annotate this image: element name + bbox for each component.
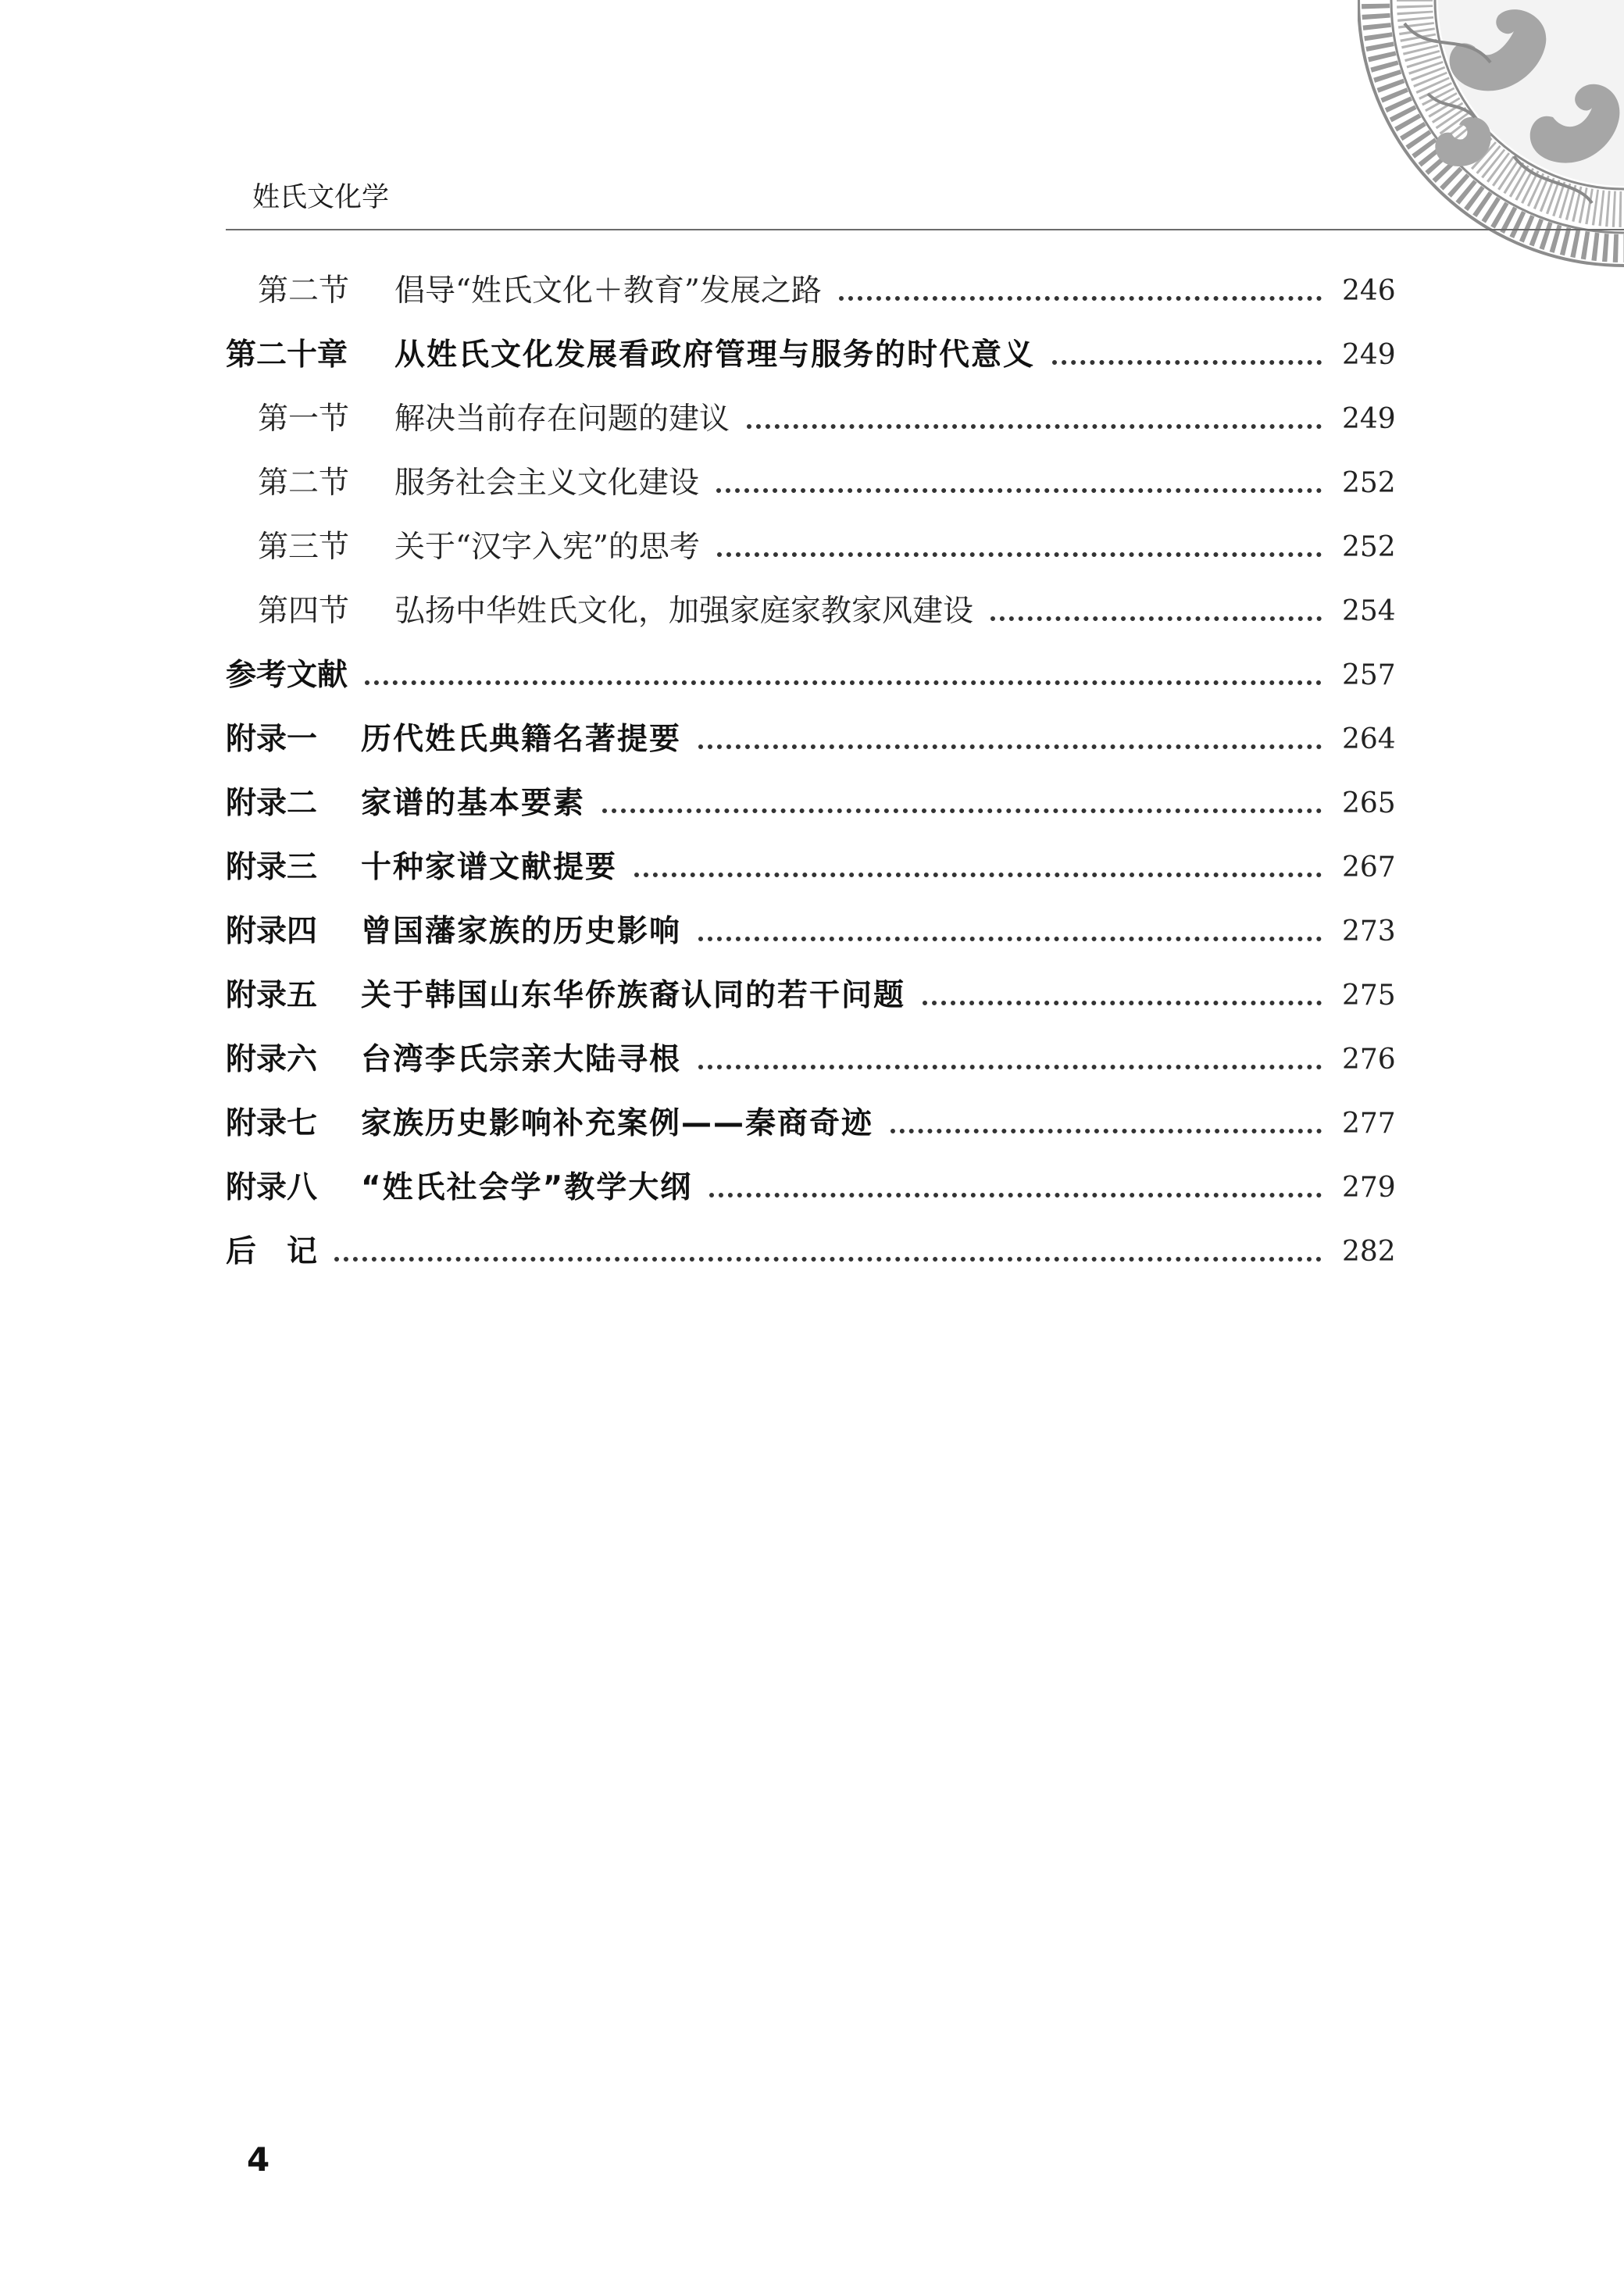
cloud-scroll-ornament-icon [1358, 0, 1624, 275]
toc-entry[interactable] [0, 716, 1624, 763]
toc-entry-page-number: 267 [1342, 851, 1396, 883]
toc-entry-title: 十种家谱文献提要 [361, 850, 618, 885]
toc-entry-title: 家谱的基本要素 [361, 786, 586, 821]
toc-entry-title: 解决当前存在问题的建议 [394, 402, 730, 437]
header-divider [226, 229, 1624, 230]
toc-entry-label: 附录五 [226, 978, 318, 1013]
toc-entry-title: 倡导“姓氏文化＋教育”发展之路 [394, 273, 822, 309]
toc-entry[interactable] [0, 908, 1624, 955]
toc-dot-leader [709, 1193, 1322, 1197]
toc-entry-title: 历代姓氏典籍名著提要 [361, 722, 682, 757]
toc-entry[interactable] [0, 332, 1624, 379]
toc-entry-page-number: 276 [1342, 1044, 1396, 1076]
toc-dot-leader [717, 552, 1322, 557]
toc-entry-title: “姓氏社会学”教学大纲 [361, 1170, 693, 1205]
toc-entry-label: 后 记 [226, 1234, 318, 1269]
toc-dot-leader [891, 1129, 1322, 1133]
page-number: 4 [247, 2140, 270, 2179]
toc-dot-leader [334, 1257, 1322, 1262]
toc-entry-page-number: 257 [1342, 659, 1396, 691]
toc-entry[interactable] [0, 588, 1624, 635]
toc-entry-label: 第二十章 [226, 337, 348, 373]
toc-entry-page-number: 249 [1342, 403, 1396, 435]
toc-entry-label: 第二节 [258, 466, 350, 501]
toc-dot-leader [365, 680, 1322, 685]
toc-entry[interactable] [0, 460, 1624, 507]
toc-entry[interactable] [0, 973, 1624, 1019]
running-header-title: 姓氏文化学 [252, 182, 390, 213]
toc-entry[interactable] [0, 1229, 1624, 1276]
toc-dot-leader [634, 873, 1322, 877]
toc-entry-title: 曾国藩家族的历史影响 [361, 914, 682, 949]
toc-entry-page-number: 249 [1342, 339, 1396, 371]
toc-entry-page-number: 273 [1342, 915, 1396, 948]
toc-entry-label: 附录三 [226, 850, 318, 885]
toc-entry-page-number: 265 [1342, 787, 1396, 819]
toc-entry-label: 附录四 [226, 914, 318, 949]
toc-entry[interactable] [0, 524, 1624, 571]
toc-entry-label: 附录八 [226, 1170, 318, 1205]
toc-entry-page-number: 254 [1342, 595, 1396, 627]
toc-entry-label: 第四节 [258, 594, 350, 629]
toc-entry[interactable] [0, 844, 1624, 891]
toc-dot-leader [1052, 360, 1322, 365]
toc-entry-label: 附录六 [226, 1042, 318, 1077]
toc-entry-title: 从姓氏文化发展看政府管理与服务的时代意义 [394, 337, 1036, 373]
toc-entry-title: 弘扬中华姓氏文化，加强家庭家教家风建设 [394, 594, 974, 629]
toc-entry-label: 参考文献 [226, 658, 348, 693]
toc-entry-page-number: 246 [1342, 275, 1396, 307]
toc-entry-label: 附录二 [226, 786, 318, 821]
toc-dot-leader [990, 616, 1322, 621]
toc-dot-leader [602, 808, 1322, 813]
toc-entry[interactable] [0, 268, 1624, 315]
toc-entry-label: 附录七 [226, 1106, 318, 1141]
toc-dot-leader [698, 1065, 1322, 1069]
toc-entry[interactable] [0, 652, 1624, 699]
toc-entry-title: 服务社会主义文化建设 [394, 466, 700, 501]
toc-entry[interactable] [0, 1165, 1624, 1212]
toc-dot-leader [923, 1001, 1322, 1005]
toc-entry-page-number: 277 [1342, 1108, 1396, 1140]
toc-dot-leader [698, 744, 1322, 749]
toc-entry-page-number: 252 [1342, 467, 1396, 499]
toc-entry-page-number: 252 [1342, 531, 1396, 563]
toc-dot-leader [747, 424, 1322, 429]
toc-entry-label: 第二节 [258, 273, 350, 309]
toc-dot-leader [716, 488, 1322, 493]
toc-entry-title: 家族历史影响补充案例——秦商奇迹 [361, 1106, 874, 1141]
toc-entry[interactable] [0, 1037, 1624, 1083]
toc-dot-leader [698, 937, 1322, 941]
toc-entry-title: 台湾李氏宗亲大陆寻根 [361, 1042, 682, 1077]
toc-entry[interactable] [0, 1101, 1624, 1147]
toc-entry-label: 第三节 [258, 530, 350, 565]
toc-entry[interactable] [0, 780, 1624, 827]
toc-entry-label: 第一节 [258, 402, 350, 437]
toc-entry-title: 关于“汉字入宪”的思考 [394, 530, 700, 565]
toc-entry-title: 关于韩国山东华侨族裔认同的若干问题 [361, 978, 906, 1013]
toc-dot-leader [839, 296, 1322, 301]
toc-entry-page-number: 264 [1342, 723, 1396, 755]
toc-entry-page-number: 275 [1342, 980, 1396, 1012]
toc-entry-page-number: 279 [1342, 1172, 1396, 1204]
toc-entry-page-number: 282 [1342, 1236, 1396, 1268]
toc-entry-label: 附录一 [226, 722, 318, 757]
toc-entry[interactable] [0, 396, 1624, 443]
